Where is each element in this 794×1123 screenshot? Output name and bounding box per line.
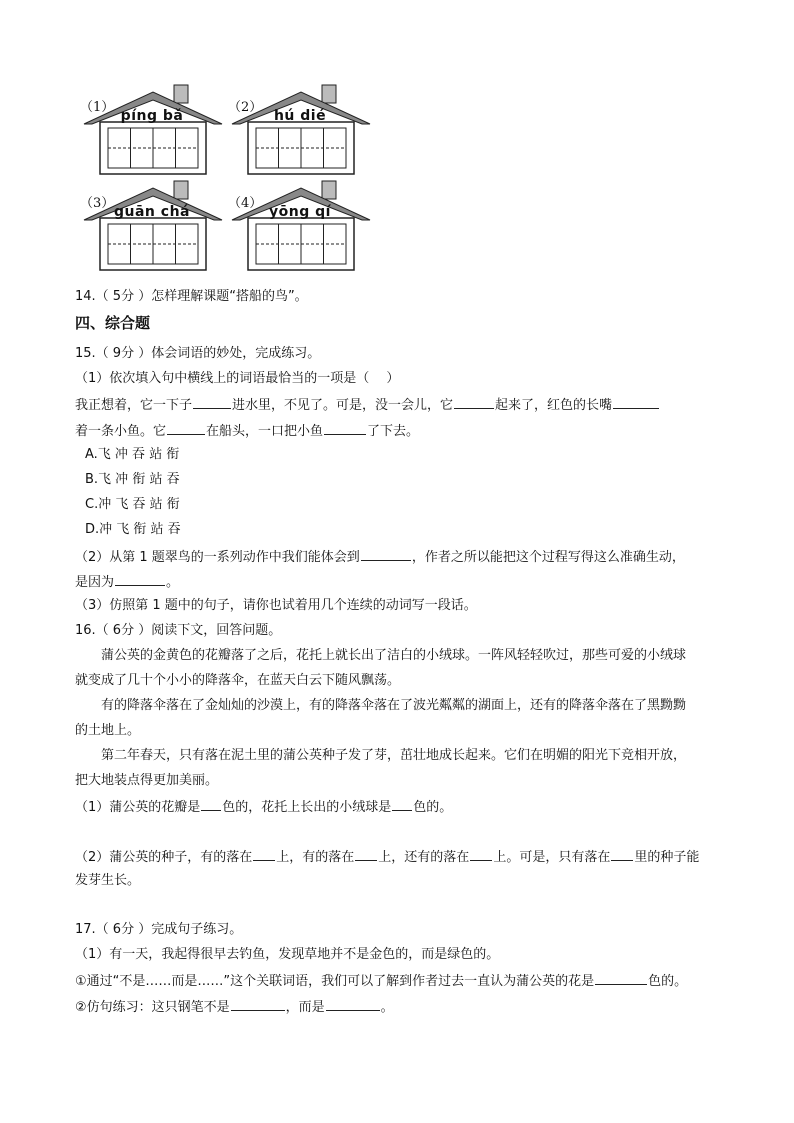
text: ，作者之所以能把这个过程写得这么准确生动， — [411, 550, 685, 565]
house-number: （1） — [80, 100, 115, 115]
house-pinyin: hú dié — [273, 108, 327, 124]
text: ①通过“不是……而是……”这个关联词语，我们可以了解到作者过去一直认为蒲公英的花是 — [75, 974, 595, 989]
answer-blank[interactable] — [355, 846, 377, 861]
answer-blank[interactable] — [361, 546, 411, 561]
q15-part2-line2 — [75, 571, 179, 593]
text: 里的种子能 — [634, 850, 700, 865]
text: 上，有的落在 — [276, 850, 355, 865]
answer-blank[interactable] — [167, 420, 205, 435]
house-4 — [226, 178, 374, 274]
text: 上。可是，只有落在 — [493, 850, 611, 865]
answer-blank[interactable] — [454, 394, 494, 409]
text: 色的，花托上长出的小绒球是 — [222, 800, 392, 815]
house-number: （2） — [228, 100, 263, 115]
text: （1）蒲公英的花瓣是 — [75, 800, 201, 815]
passage-line: 有的降落伞落在了金灿灿的沙漠上，有的降落伞落在了波光粼粼的湖面上，还有的降落伞落在了黑黝黝 — [101, 698, 687, 713]
q15-sentence-line1 — [75, 394, 660, 416]
answer-blank[interactable] — [595, 970, 647, 985]
house-number: （4） — [228, 196, 263, 211]
q15-part1-prompt: （1）依次填入句中横线上的词语最恰当的一项是（ ） — [75, 371, 400, 386]
question-17-head: 17.（ 6分 ）完成句子练习。 — [75, 922, 243, 937]
q16-part1 — [75, 796, 452, 818]
text: 进水里，不见了。可是，没一会儿，它 — [232, 398, 454, 413]
house-pinyin: píng bǎ — [120, 108, 184, 124]
text: （2）蒲公英的种子，有的落在 — [75, 850, 253, 865]
option-d[interactable]: D.冲 飞 衔 站 吞 — [85, 522, 181, 537]
answer-blank[interactable] — [613, 394, 659, 409]
q17-part1: （1）有一天，我起得很早去钓鱼，发现草地并不是金色的，而是绿色的。 — [75, 947, 500, 962]
answer-blank[interactable] — [115, 571, 165, 586]
passage-line: 把大地装点得更加美丽。 — [75, 773, 219, 788]
q15-part3: （3）仿照第 1 题中的句子，请你也试着用几个连续的动词写一段话。 — [75, 598, 477, 613]
section-heading: 四、综合题 — [75, 314, 151, 332]
answer-blank[interactable] — [470, 846, 492, 861]
question-15-head: 15.（ 9分 ）体会词语的妙处，完成练习。 — [75, 346, 321, 361]
q16-part2-line2: 发芽生长。 — [75, 873, 141, 888]
q15-part2-line1 — [75, 546, 685, 568]
text: 着一条小鱼。它 — [75, 424, 167, 439]
text: 上，还有的落在 — [378, 850, 470, 865]
text: ②仿句练习：这只钢笔不是 — [75, 1000, 230, 1015]
passage-line: 的土地上。 — [75, 723, 141, 738]
passage-line: 就变成了几十个小小的降落伞，在蓝天白云下随风飘荡。 — [75, 673, 401, 688]
answer-blank[interactable] — [611, 846, 633, 861]
passage-line: 蒲公英的金黄色的花瓣落了之后，花托上就长出了洁白的小绒球。一阵风轻轻吹过，那些可爱的小绒球 — [101, 648, 687, 663]
passage-line: 第二年春天，只有落在泥土里的蒲公英种子发了芽，茁壮地成长起来。它们在明媚的阳光下竞相开放， — [101, 748, 687, 763]
answer-blank[interactable] — [193, 394, 231, 409]
answer-blank[interactable] — [231, 996, 285, 1011]
house-1 — [78, 82, 226, 178]
q15-sentence-line2 — [75, 420, 419, 442]
answer-blank[interactable] — [324, 420, 366, 435]
pinyin-houses — [78, 82, 378, 272]
house-pinyin: yōng qí — [269, 204, 331, 220]
answer-blank[interactable] — [253, 846, 275, 861]
house-pinyin: guān chá — [114, 204, 190, 220]
text: 是因为 — [75, 575, 115, 590]
text: 。 — [166, 575, 180, 590]
answer-blank[interactable] — [326, 996, 380, 1011]
text: 了下去。 — [367, 424, 420, 439]
house-2 — [226, 82, 374, 178]
text: 色的。 — [648, 974, 688, 989]
text: （2）从第 1 题翠鸟的一系列动作中我们能体会到 — [75, 550, 360, 565]
text: 在船头，一口把小鱼 — [206, 424, 324, 439]
question-14: 14.（ 5分 ）怎样理解课题“搭船的鸟”。 — [75, 289, 308, 304]
text: 起来了，红色的长嘴 — [495, 398, 613, 413]
answer-blank[interactable] — [392, 796, 412, 811]
question-16-head: 16.（ 6分 ）阅读下文，回答问题。 — [75, 623, 282, 638]
option-b[interactable]: B.飞 冲 衔 站 吞 — [85, 472, 180, 487]
q17-item2 — [75, 996, 394, 1018]
text: 我正想着，它一下子 — [75, 398, 193, 413]
text: ，而是 — [285, 1000, 325, 1015]
answer-blank[interactable] — [201, 796, 221, 811]
house-number: （3） — [80, 196, 115, 211]
house-3 — [78, 178, 226, 274]
q17-item1 — [75, 970, 687, 992]
option-a[interactable]: A.飞 冲 吞 站 衔 — [85, 447, 180, 462]
q16-part2-line1 — [75, 846, 699, 868]
option-c[interactable]: C.冲 飞 吞 站 衔 — [85, 497, 180, 512]
text: 。 — [380, 1000, 394, 1015]
text: 色的。 — [413, 800, 453, 815]
